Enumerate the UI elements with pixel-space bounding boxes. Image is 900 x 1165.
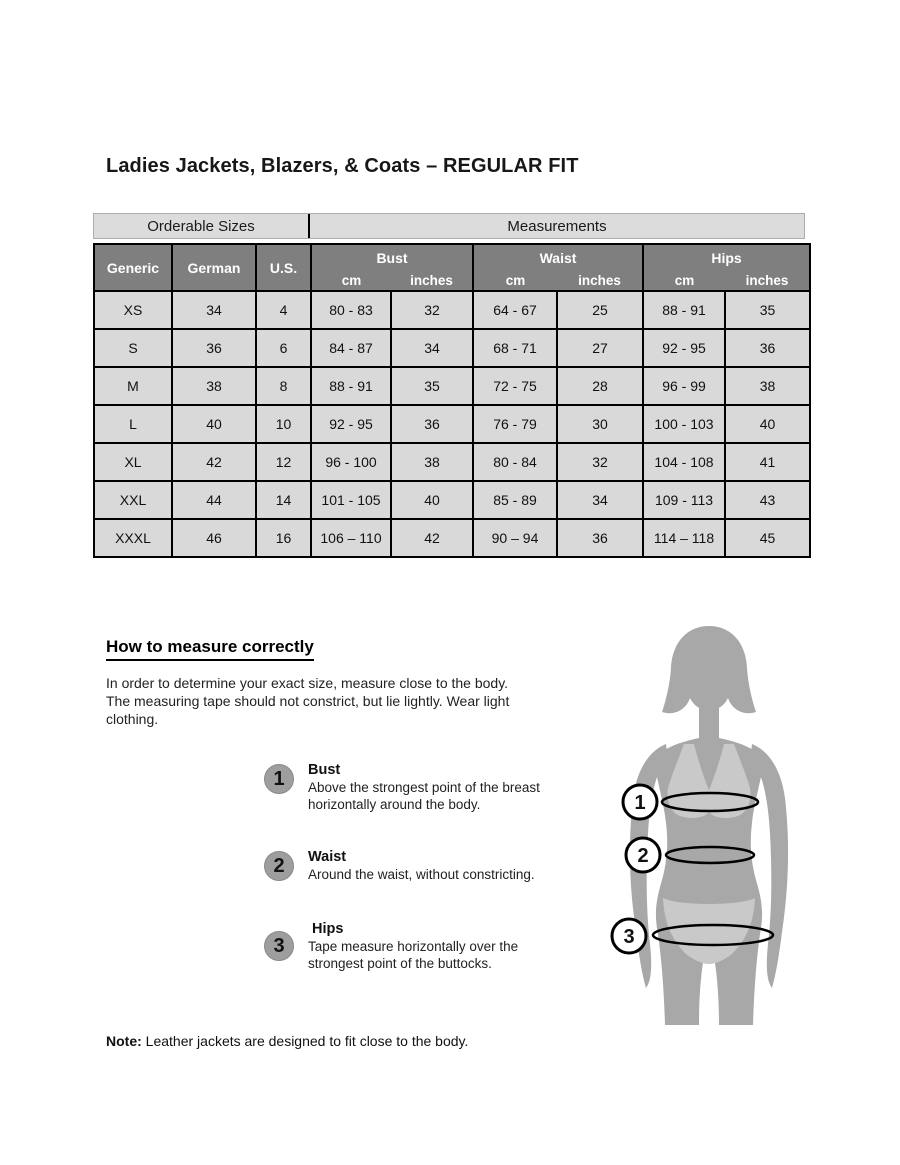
col-header-german: German — [172, 244, 256, 291]
cell-bust-cm: 106 – 110 — [311, 519, 391, 557]
cell-hips-cm: 92 - 95 — [643, 329, 725, 367]
cell-waist-cm: 90 – 94 — [473, 519, 557, 557]
cell-us: 8 — [256, 367, 311, 405]
cell-bust-inches: 42 — [391, 519, 473, 557]
cell-bust-cm: 88 - 91 — [311, 367, 391, 405]
step-number-badge: 1 — [264, 764, 294, 794]
step-title: Hips — [312, 921, 344, 937]
cell-us: 16 — [256, 519, 311, 557]
table-group-header-bar — [93, 213, 805, 239]
cell-waist-inches: 34 — [557, 481, 643, 519]
size-row-s — [94, 329, 810, 367]
cell-hips-cm: 96 - 99 — [643, 367, 725, 405]
cell-bust-inches: 32 — [391, 291, 473, 329]
howto-intro-line: The measuring tape should not constrict, but lie lightly. Wear light — [106, 693, 510, 709]
cell-generic: XS — [94, 291, 172, 329]
size-row-xxxl — [94, 519, 810, 557]
cell-generic: S — [94, 329, 172, 367]
step-bust — [264, 762, 588, 813]
cell-bust-inches: 35 — [391, 367, 473, 405]
cell-hips-inches: 40 — [725, 405, 810, 443]
cell-bust-cm: 84 - 87 — [311, 329, 391, 367]
col-header-generic: Generic — [94, 244, 172, 291]
step-hips — [264, 921, 588, 972]
note-label: Note: — [106, 1033, 142, 1049]
figure-callout-1-label: 1 — [634, 792, 646, 814]
cell-hips-inches: 45 — [725, 519, 810, 557]
cell-german: 36 — [172, 329, 256, 367]
cell-german: 40 — [172, 405, 256, 443]
cell-bust-inches: 36 — [391, 405, 473, 443]
cell-hips-inches: 36 — [725, 329, 810, 367]
col-header-bust-inches: inches — [391, 270, 473, 291]
cell-german: 42 — [172, 443, 256, 481]
cell-generic: XXXL — [94, 519, 172, 557]
howto-intro-line: clothing. — [106, 711, 159, 727]
col-header-waist-cm: cm — [473, 270, 557, 291]
cell-german: 44 — [172, 481, 256, 519]
cell-hips-cm: 104 - 108 — [643, 443, 725, 481]
cell-waist-cm: 80 - 84 — [473, 443, 557, 481]
col-header-bust-cm: cm — [311, 270, 391, 291]
step-desc-line: Around the waist, without constricting. — [308, 867, 535, 882]
page-title: Ladies Jackets, Blazers, & Coats – REGULAR FIT — [106, 155, 579, 177]
step-text — [308, 921, 588, 972]
cell-us: 6 — [256, 329, 311, 367]
step-number-badge: 2 — [264, 851, 294, 881]
header-row-groups — [94, 244, 810, 270]
cell-generic: XXL — [94, 481, 172, 519]
cell-generic: L — [94, 405, 172, 443]
col-header-waist-inches: inches — [557, 270, 643, 291]
cell-generic: M — [94, 367, 172, 405]
cell-german: 38 — [172, 367, 256, 405]
col-header-bust: Bust — [311, 244, 473, 270]
size-row-m — [94, 367, 810, 405]
cell-generic: XL — [94, 443, 172, 481]
howto-intro-line: In order to determine your exact size, measure close to the body. — [106, 675, 509, 691]
cell-hips-cm: 88 - 91 — [643, 291, 725, 329]
cell-waist-inches: 30 — [557, 405, 643, 443]
cell-waist-inches: 27 — [557, 329, 643, 367]
step-number-badge: 3 — [264, 931, 294, 961]
step-desc-line: Above the strongest point of the breast — [308, 780, 540, 795]
size-row-l — [94, 405, 810, 443]
cell-us: 4 — [256, 291, 311, 329]
cell-bust-cm: 101 - 105 — [311, 481, 391, 519]
step-title: Bust — [308, 762, 341, 778]
cell-waist-cm: 64 - 67 — [473, 291, 557, 329]
step-desc-line: strongest point of the buttocks. — [308, 956, 492, 971]
cell-hips-cm: 100 - 103 — [643, 405, 725, 443]
cell-waist-inches: 36 — [557, 519, 643, 557]
cell-hips-inches: 35 — [725, 291, 810, 329]
col-header-hips-inches: inches — [725, 270, 810, 291]
cell-bust-cm: 92 - 95 — [311, 405, 391, 443]
cell-hips-inches: 41 — [725, 443, 810, 481]
cell-bust-inches: 38 — [391, 443, 473, 481]
cell-bust-cm: 96 - 100 — [311, 443, 391, 481]
cell-german: 34 — [172, 291, 256, 329]
cell-german: 46 — [172, 519, 256, 557]
cell-hips-inches: 43 — [725, 481, 810, 519]
figure-callout-3-label: 3 — [623, 926, 635, 948]
col-header-waist: Waist — [473, 244, 643, 270]
cell-hips-cm: 109 - 113 — [643, 481, 725, 519]
cell-us: 14 — [256, 481, 311, 519]
cell-waist-inches: 25 — [557, 291, 643, 329]
col-header-hips-cm: cm — [643, 270, 725, 291]
step-desc-line: Tape measure horizontally over the — [308, 939, 519, 954]
howto-heading: How to measure correctly — [106, 637, 314, 661]
step-waist — [264, 849, 588, 883]
size-row-xs — [94, 291, 810, 329]
group-header-orderable-sizes: Orderable Sizes — [147, 217, 255, 235]
body-figure — [606, 618, 811, 1030]
group-header-measurements: Measurements — [507, 217, 607, 235]
cell-hips-inches: 38 — [725, 367, 810, 405]
cell-us: 10 — [256, 405, 311, 443]
cell-waist-cm: 68 - 71 — [473, 329, 557, 367]
note-text: Leather jackets are designed to fit close to the body. — [141, 1033, 469, 1049]
cell-bust-cm: 80 - 83 — [311, 291, 391, 329]
cell-us: 12 — [256, 443, 311, 481]
cell-waist-inches: 28 — [557, 367, 643, 405]
col-header-us: U.S. — [256, 244, 311, 291]
step-text — [308, 849, 588, 883]
cell-bust-inches: 40 — [391, 481, 473, 519]
figure-head — [662, 626, 756, 713]
howto-intro — [106, 674, 509, 728]
cell-waist-cm: 85 - 89 — [473, 481, 557, 519]
size-table — [93, 243, 811, 558]
step-text — [308, 762, 588, 813]
note — [106, 1033, 468, 1049]
cell-waist-inches: 32 — [557, 443, 643, 481]
figure-callout-2-label: 2 — [637, 845, 649, 867]
size-row-xl — [94, 443, 810, 481]
step-title: Waist — [308, 849, 347, 865]
cell-hips-cm: 114 – 118 — [643, 519, 725, 557]
size-row-xxl — [94, 481, 810, 519]
step-desc-line: horizontally around the body. — [308, 797, 481, 812]
cell-bust-inches: 34 — [391, 329, 473, 367]
col-header-hips: Hips — [643, 244, 810, 270]
cell-waist-cm: 72 - 75 — [473, 367, 557, 405]
cell-waist-cm: 76 - 79 — [473, 405, 557, 443]
